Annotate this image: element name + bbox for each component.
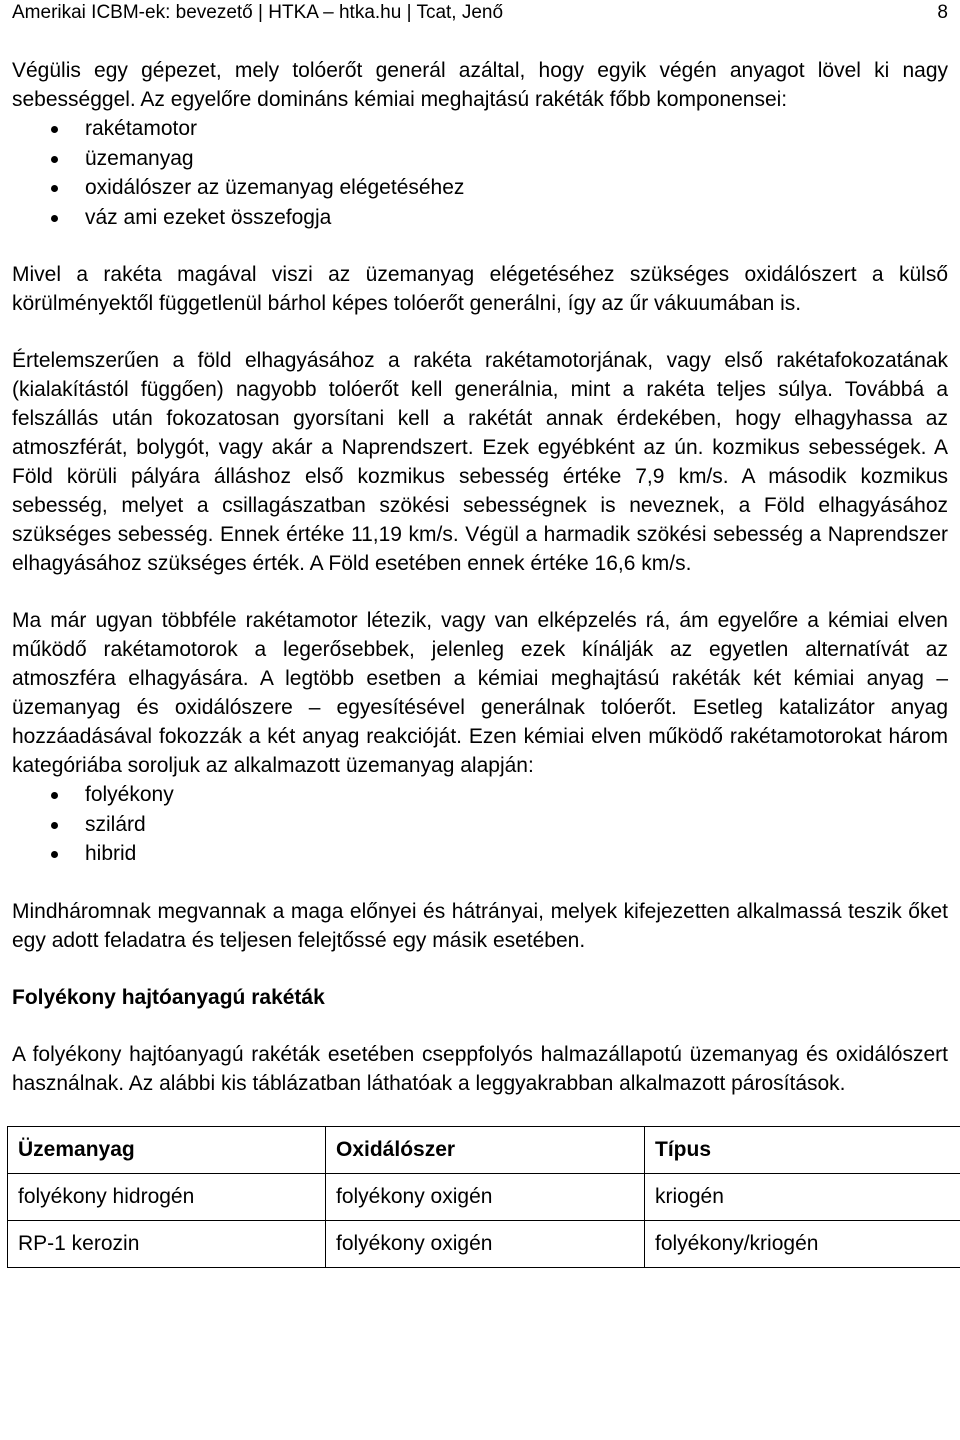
components-list	[12, 114, 948, 232]
header-title: Amerikai ICBM-ek: bevezető | HTKA – htka.hu | Tcat, Jenő	[12, 2, 504, 23]
table-header-cell: Típus	[645, 1126, 960, 1173]
list-item: hibrid	[12, 839, 948, 869]
table-header-cell: Üzemanyag	[8, 1126, 326, 1173]
paragraph-intro: Végülis egy gépezet, mely tolóerőt generál azáltal, hogy egyik végén anyagot lövel ki nagy sebességgel. Az egyelőre domináns kémiai meghajtású rakéták főbb komponensei:	[12, 59, 948, 111]
list-item: oxidálószer az üzemanyag elégetéséhez	[12, 173, 948, 203]
paragraph-liquid-propellant: A folyékony hajtóanyagú rakéták esetében cseppfolyós halmazállapotú üzemanyag és oxidálószert használnak. Az alábbi kis táblázatban láthatóak a leggyakrabban alkalmazott párosítások.	[12, 1042, 948, 1095]
paragraph-advantages: Mindháromnak megvannak a maga előnyei és hátrányai, melyek kifejezetten alkalmassá teszik őket egy adott feladatra és teljesen felejtőssé egy másik esetében.	[12, 899, 948, 952]
table-cell: kriogén	[645, 1173, 960, 1220]
table-header-row	[8, 1126, 960, 1173]
list-item: váz ami ezeket összefogja	[12, 203, 948, 233]
table-cell: folyékony oxigén	[326, 1173, 645, 1220]
table-row	[8, 1220, 960, 1267]
paragraph-rocket-motors: Ma már ugyan többféle rakétamotor létezik, vagy van elképzelés rá, ám egyelőre a kémiai elven működő rakétamotorok a legerősebbek, jelenleg ezek kínálják az egyetlen alternatívát az atmoszféra elhagyására. A legtöbb esetben a kémiai meghajtású rakéták két kémiai anyag – üzemanyag és oxidálószere – egyesítésével generálnak tolóerőt. Esetleg katalizátor anyag hozzáadásával fokozzák a két anyag reakcióját. Ezen kémiai elven működő rakétamotorokat három kategóriába soroljuk az alkalmazott üzemanyag alapján:	[12, 609, 948, 777]
list-item: rakétamotor	[12, 114, 948, 144]
table-header-cell: Oxidálószer	[326, 1126, 645, 1173]
paragraph-oxidizer: Mivel a rakéta magával viszi az üzemanyag elégetéséhez szükséges oxidálószert a külső körülményektől függetlenül bárhol képes tolóerőt generálni, így az űr vákuumában is.	[12, 263, 948, 315]
paragraph-cosmic-velocities: Értelemszerűen a föld elhagyásához a rakéta rakétamotorjának, vagy első rakétafokozatának (kialakítástól függően) nagyobb tolóerőt kell generálnia, mint a rakéta teljes súlya. Továbbá a felszállás után fokozatosan gyorsítani kell a rakétát annak érdekében, hogy elhagyhassa az atmoszférát, bolygót, vagy akár a Naprendszert. Ezek egyébként az ún. kozmikus sebességek. A Föld körüli pályára álláshoz első kozmikus sebesség értéke 7,9 km/s. A második kozmikus sebesség, melyet a csillagászatban szökési sebességnek is neveznek, a Föld elhagyásához szükséges sebesség. Ennek értéke 11,19 km/s. Végül a harmadik szökési sebesség a Naprendszer elhagyásához szükséges érték. A Föld esetében ennek értéke 16,6 km/s.	[12, 349, 948, 575]
page-header	[12, 0, 948, 30]
table-cell: folyékony hidrogén	[8, 1173, 326, 1220]
page-number: 8	[937, 2, 948, 23]
table-cell: folyékony/kriogén	[645, 1220, 960, 1267]
list-item: folyékony	[12, 780, 948, 810]
table-row	[8, 1173, 960, 1220]
table-cell: folyékony oxigén	[326, 1220, 645, 1267]
section-heading: Folyékony hajtóanyagú rakéták	[12, 985, 325, 1009]
table-cell: RP-1 kerozin	[8, 1220, 326, 1267]
document-page	[12, 0, 948, 1268]
propellant-table	[7, 1126, 960, 1268]
fuel-types-list	[12, 780, 948, 869]
list-item: üzemanyag	[12, 144, 948, 174]
list-item: szilárd	[12, 810, 948, 840]
